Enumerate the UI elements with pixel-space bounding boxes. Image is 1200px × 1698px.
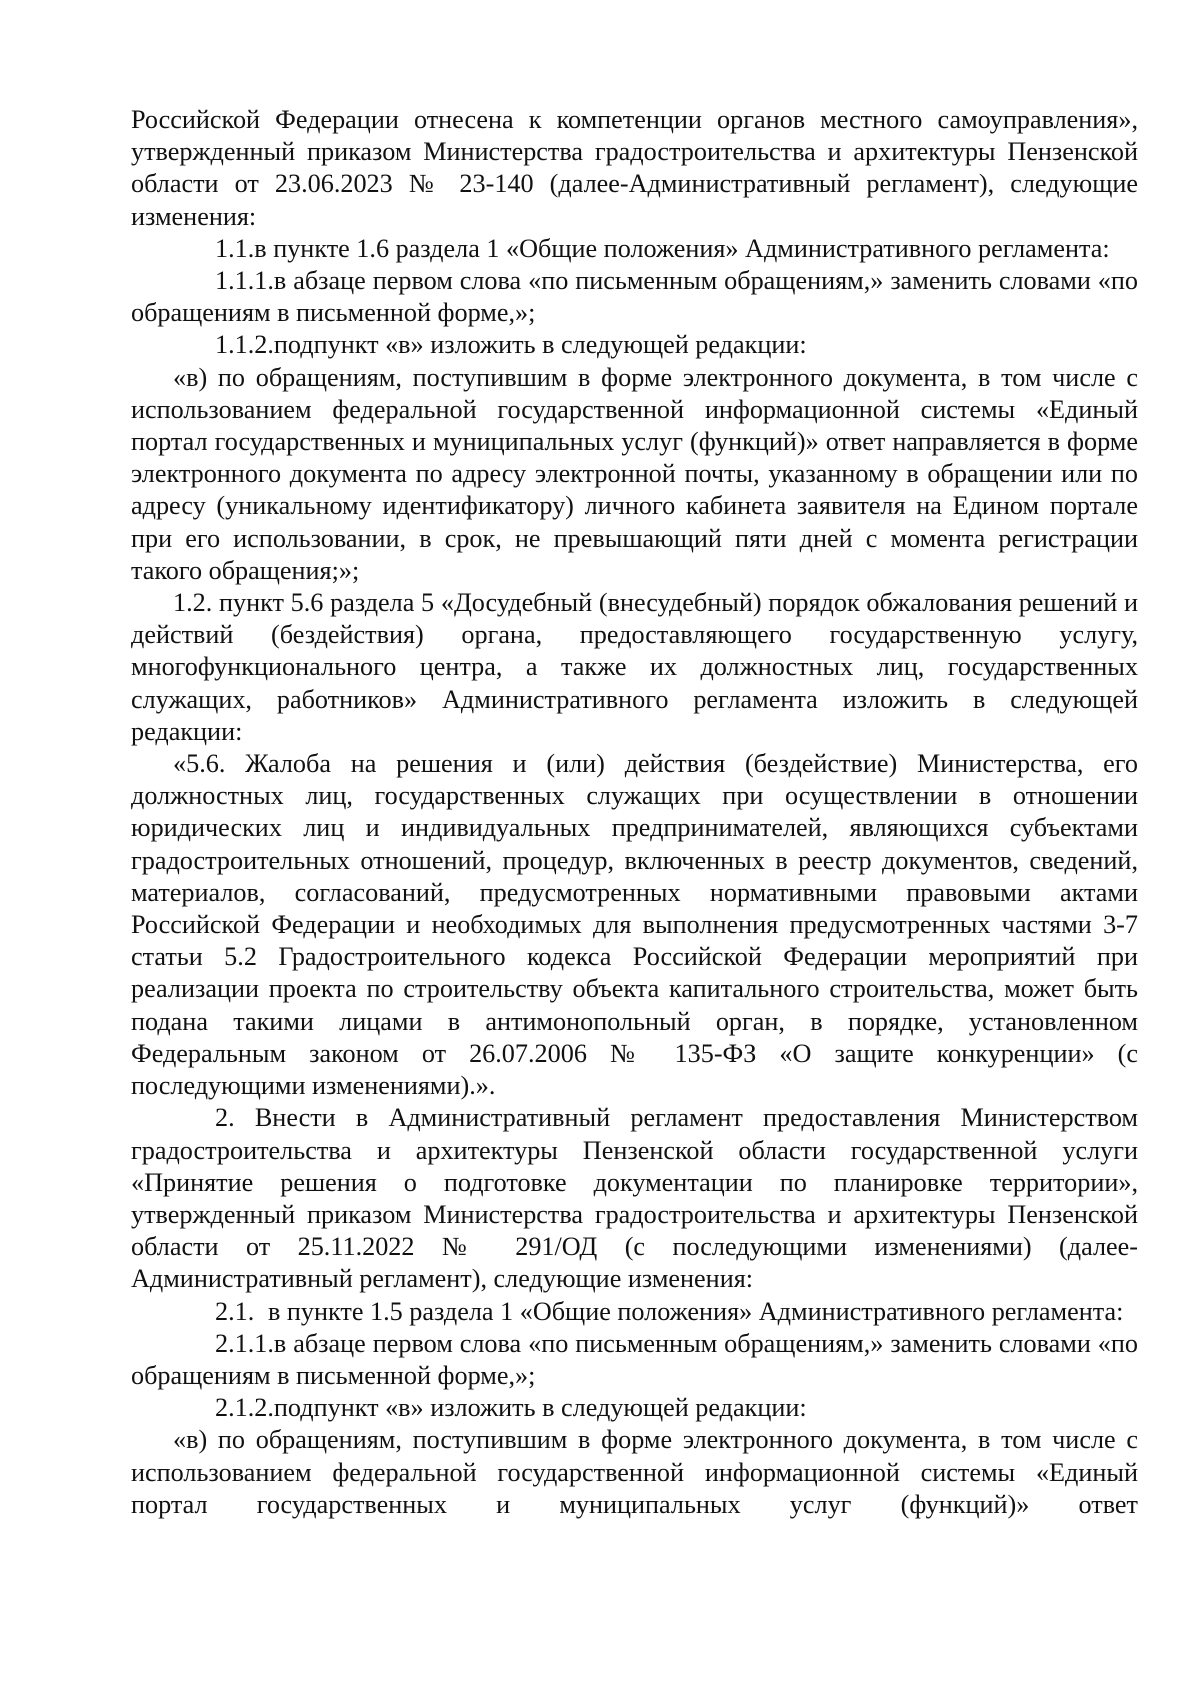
item-number: 2.1.2.	[215, 1393, 274, 1423]
item-number: 1.1.2.	[215, 330, 274, 360]
paragraph-1-1-1	[131, 265, 1138, 329]
paragraph-text: подпункт «в» изложить в следующей редакции:	[273, 330, 807, 360]
paragraph-text: Внести в Административный регламент предоставления Министерством градостроительства и архитектуры Пензенской области государственной услуги «Принятие решения о подготовке документации по планировке территории», утвержденный приказом Министерства градостроительства и архитектуры Пензенской области от 25.11.2022 № 291/ОД (с последующими изменениями) (далее-Административный регламент), следующие изменения:	[131, 1103, 1139, 1294]
paragraph-text: в пункте 1.5 раздела 1 «Общие положения» Административного регламента:	[268, 1296, 1124, 1326]
paragraph-5-6: «5.6. Жалоба на решения и (или) действия (бездействие) Министерства, его должностных лиц, государственных служащих при осуществлении в отношении юридических лиц и индивидуальных предпринимателей, являющихся субъектами градостроительных отношений, процедур, включенных в реестр документов, сведений, материалов, согласований, предусмотренных нормативными правовыми актами Российской Федерации и необходимых для выполнения предусмотренных частями 3-7 статьи 5.2 Градостроительного кодекса Российской Федерации мероприятий при реализации проекта по строительству объекта капитального строительства, может быть подана такими лицами в антимонопольный орган, в порядке, установленном Федеральным законом от 26.07.2006 № 135-ФЗ «О защите конкуренции» (с последующими изменениями).».	[131, 749, 1138, 1101]
item-number: 2.	[215, 1103, 235, 1133]
paragraph-1-1	[131, 233, 1138, 265]
item-number: 2.1.1.	[215, 1328, 274, 1358]
paragraph-2	[131, 1102, 1138, 1295]
paragraph-1-2: 1.2. пункт 5.6 раздела 5 «Досудебный (внесудебный) порядок обжалования решений и действий (бездействия) органа, предоставляющего государственную услугу, многофункционального центра, а также их должностных лиц, государственных служащих, работников» Административного регламента изложить в следующей редакции:	[131, 588, 1138, 746]
item-number: 2.1.	[215, 1296, 255, 1326]
paragraph-text: подпункт «в» изложить в следующей редакции:	[273, 1393, 807, 1423]
paragraph-text: в пункте 1.6 раздела 1 «Общие положения» Административного регламента:	[254, 233, 1110, 263]
paragraph-1-1-2	[131, 329, 1138, 361]
paragraph-subclause-v-1: «в) по обращениям, поступившим в форме электронного документа, в том числе с использованием федеральной государственной информационной системы «Единый портал государственных и муниципальных услуг (функций)» ответ направляется в форме электронного документа по адресу электронной почты, указанному в обращении или по адресу (уникальному идентификатору) личного кабинета заявителя на Едином портале при его использовании, в срок, не превышающий пяти дней с момента регистрации такого обращения;»;	[131, 362, 1138, 585]
paragraph-2-1-1	[131, 1328, 1138, 1392]
item-number: 1.1.	[215, 233, 255, 263]
paragraph-2-1	[131, 1296, 1138, 1328]
paragraph-subclause-v-2: «в) по обращениям, поступившим в форме электронного документа, в том числе с использованием федеральной государственной информационной системы «Единый портал государственных и муниципальных услуг (функций)» ответ	[131, 1425, 1138, 1519]
paragraph-intro: Российской Федерации отнесена к компетенции органов местного самоуправления», утвержденный приказом Министерства градостроительства и архитектуры Пензенской области от 23.06.2023 № 23-140 (далее-Административный регламент), следующие изменения:	[131, 105, 1138, 231]
item-number: 1.1.1.	[215, 266, 274, 296]
paragraph-text: в абзаце первом слова «по письменным обращениям,» заменить словами «по обращениям в письменной форме,»;	[131, 266, 1138, 328]
paragraph-text: в абзаце первом слова «по письменным обращениям,» заменить словами «по обращениям в письменной форме,»;	[131, 1328, 1138, 1390]
paragraph-2-1-2	[131, 1392, 1138, 1424]
